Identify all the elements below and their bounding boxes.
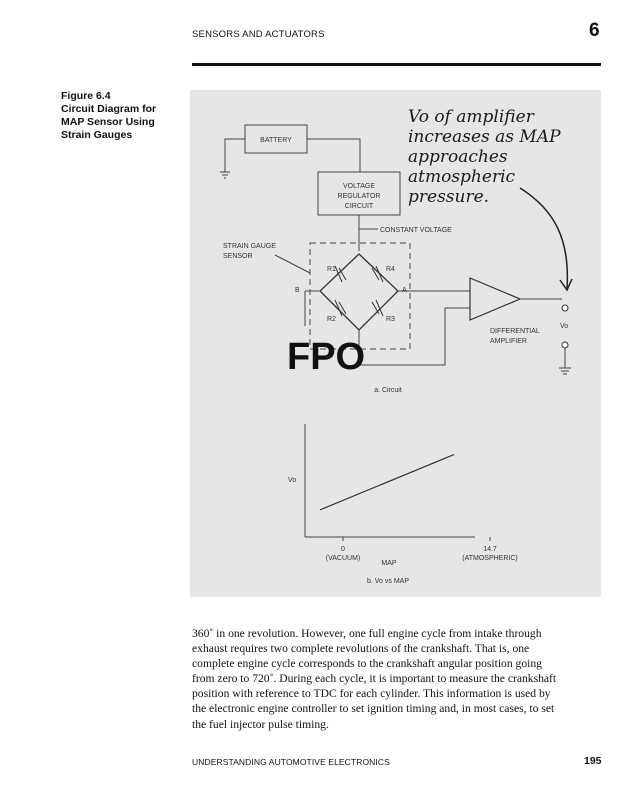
body-line: from zero to 720˚. During each cycle, it is important to measure the crankshaft (192, 672, 557, 686)
circuit-diagram (190, 90, 601, 597)
output-terminal (562, 342, 568, 348)
figure-scan (190, 90, 601, 597)
subcaption-circuit: a. Circuit (374, 387, 402, 394)
output-terminal (562, 305, 568, 311)
wire-b (359, 308, 470, 365)
running-footer: UNDERSTANDING AUTOMOTIVE ELECTRONICS (192, 757, 390, 767)
annotation-line: Vo of amplifier (408, 107, 534, 127)
resistor-label: R4 (386, 266, 395, 273)
figure-caption (61, 90, 181, 142)
body-paragraph (192, 626, 602, 732)
annotation-line: increases as MAP (408, 127, 561, 147)
caption-line: MAP Sensor Using (61, 116, 155, 128)
header-rule (192, 63, 601, 66)
body-line: position with reference to TDC for each cylinder. This information is used by (192, 687, 551, 701)
caption-line: Circuit Diagram for (61, 103, 157, 115)
annotation-line: approaches (408, 147, 508, 167)
sensor-leader-line (275, 255, 310, 273)
y-axis-label: Vo (288, 477, 297, 484)
amp-label: DIFFERENTIAL (490, 328, 540, 335)
x-tick-sublabel: (ATMOSPHERIC) (462, 555, 518, 562)
vo-label: Vo (560, 323, 569, 330)
vo-vs-map-plot (288, 424, 518, 585)
page-number: 195 (584, 755, 602, 767)
battery-ground-wire (225, 139, 245, 172)
differential-amplifier (470, 278, 520, 320)
annotation-line: pressure. (408, 187, 490, 207)
sensor-label: SENSOR (223, 253, 253, 260)
supply-wire (307, 139, 360, 172)
body-line: exhaust requires two complete revolutions of the crankshaft. That is, one (192, 642, 530, 656)
resistor-label: R3 (386, 316, 395, 323)
node-b-label: B (295, 287, 300, 294)
sensor-label: STRAIN GAUGE (223, 243, 276, 250)
x-axis-label: MAP (381, 560, 397, 567)
node-a-label: A (402, 287, 407, 294)
strain-gauge-resistors (335, 266, 383, 316)
battery-label: BATTERY (260, 137, 292, 144)
amp-label: AMPLIFIER (490, 338, 527, 345)
ground-symbol (220, 172, 230, 178)
body-line: the electronic engine controller to set ignition timing and, in most cases, to set (192, 702, 555, 716)
series-line (320, 455, 454, 510)
annotation-arrow (520, 188, 567, 288)
resistor-label: R2 (327, 316, 336, 323)
body-line: the fuel injector pulse timing. (192, 717, 329, 731)
x-tick-label: 0 (341, 546, 345, 553)
x-tick-label: 14.7 (483, 546, 497, 553)
regulator-label: VOLTAGE (342, 183, 376, 190)
x-tick-sublabel: (VACUUM) (325, 555, 361, 562)
resistor-label: R1 (327, 266, 336, 273)
annotation-line: atmospheric (408, 167, 516, 187)
running-header: SENSORS AND ACTUATORS (192, 29, 325, 40)
body-line: complete engine cycle corresponds to the crankshaft angular position going (192, 657, 542, 671)
regulator-label: REGULATOR (337, 193, 381, 200)
chapter-number: 6 (589, 20, 600, 41)
body-line: 360˚ in one revolution. However, one full engine cycle from intake through (192, 627, 542, 640)
caption-line: Strain Gauges (61, 129, 133, 141)
regulator-label: CIRCUIT (344, 203, 374, 210)
fpo-mark: FPO (287, 336, 366, 378)
caption-line: Figure 6.4 (61, 90, 111, 102)
constant-voltage-label: CONSTANT VOLTAGE (380, 227, 452, 234)
subcaption-plot: b. Vo vs MAP (366, 578, 410, 585)
ground-symbol (559, 368, 571, 374)
